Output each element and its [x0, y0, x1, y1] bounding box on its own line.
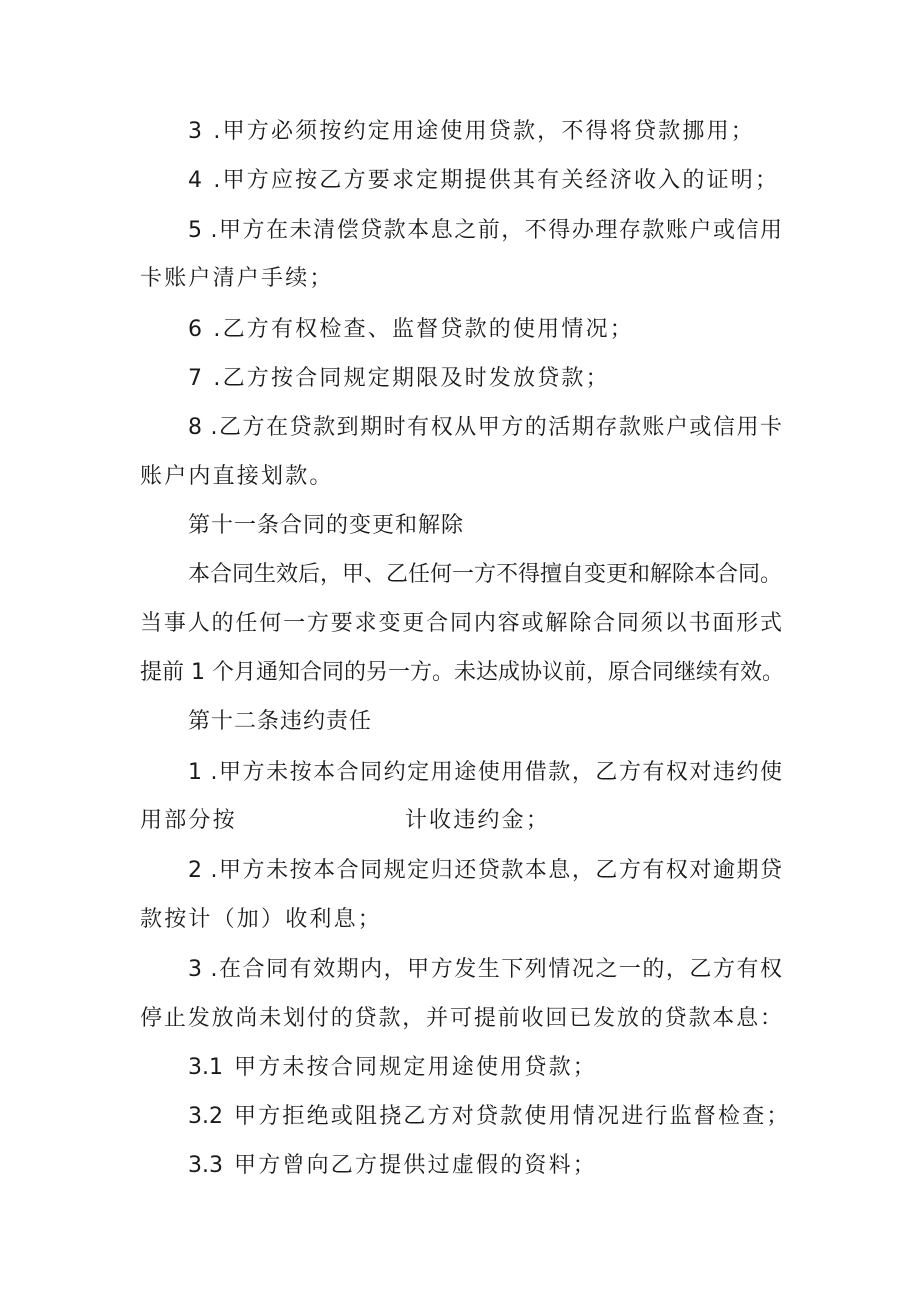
- paragraph-line: 3 .在合同有效期内，甲方发生下列情况之一的，乙方有权: [188, 957, 782, 982]
- paragraph-line: [140, 806, 782, 836]
- paragraph-line: 2 .甲方未按本合同规定归还贷款本息，乙方有权对逾期贷: [188, 858, 782, 883]
- paragraph-line: 账户内直接划款。: [140, 464, 334, 489]
- paragraph-line: 3 .甲方必须按约定用途使用贷款，不得将贷款挪用；: [188, 119, 755, 144]
- paragraph-line: 6 .乙方有权检查、监督贷款的使用情况；: [188, 317, 634, 342]
- line-text-before-blank: 用部分按: [140, 808, 237, 833]
- sub-item-text: 甲方曾向乙方提供过虚假的资料；: [234, 1153, 598, 1178]
- sub-item: [188, 1151, 782, 1181]
- paragraph-line: 停止发放尚未划付的贷款，并可提前收回已发放的贷款本息：: [140, 1006, 782, 1031]
- sub-item-number: 3.1: [188, 1055, 223, 1080]
- paragraph-line: 卡账户清户手续；: [140, 266, 334, 291]
- paragraph-line: 提前 1 个月通知合同的另一方。未达成协议前，原合同继续有效。: [140, 660, 784, 685]
- sub-item-text: 甲方拒绝或阻挠乙方对贷款使用情况进行监督检查；: [234, 1104, 791, 1129]
- sub-item-number: 3.2: [188, 1104, 223, 1129]
- sub-item-text: 甲方未按合同规定用途使用贷款；: [234, 1055, 598, 1080]
- paragraph-line: 款按计（加）收利息；: [140, 907, 383, 932]
- paragraph-line: 本合同生效后，甲、乙任何一方不得擅自变更和解除本合同。: [188, 562, 783, 587]
- paragraph-line: 4 .甲方应按乙方要求定期提供其有关经济收入的证明；: [188, 168, 780, 193]
- paragraph-line: 7 .乙方按合同规定期限及时发放贷款；: [188, 366, 610, 391]
- paragraph-line: 5 .甲方在未清偿贷款本息之前，不得办理存款账户或信用: [188, 218, 782, 243]
- sub-item: [188, 1053, 782, 1083]
- paragraph-line: 8 .乙方在贷款到期时有权从甲方的活期存款账户或信用卡: [188, 415, 782, 440]
- section-heading: 第十二条违约责任: [188, 709, 373, 734]
- paragraph-line: 1 .甲方未按本合同约定用途使用借款，乙方有权对违约使: [188, 760, 782, 785]
- sub-item-number: 3.3: [188, 1153, 223, 1178]
- paragraph-line: 当事人的任何一方要求变更合同内容或解除合同须以书面形式: [140, 611, 782, 636]
- line-text-after-blank: 计收违约金；: [404, 808, 551, 833]
- section-heading: 第十一条合同的变更和解除: [188, 513, 465, 538]
- sub-item: [188, 1102, 791, 1132]
